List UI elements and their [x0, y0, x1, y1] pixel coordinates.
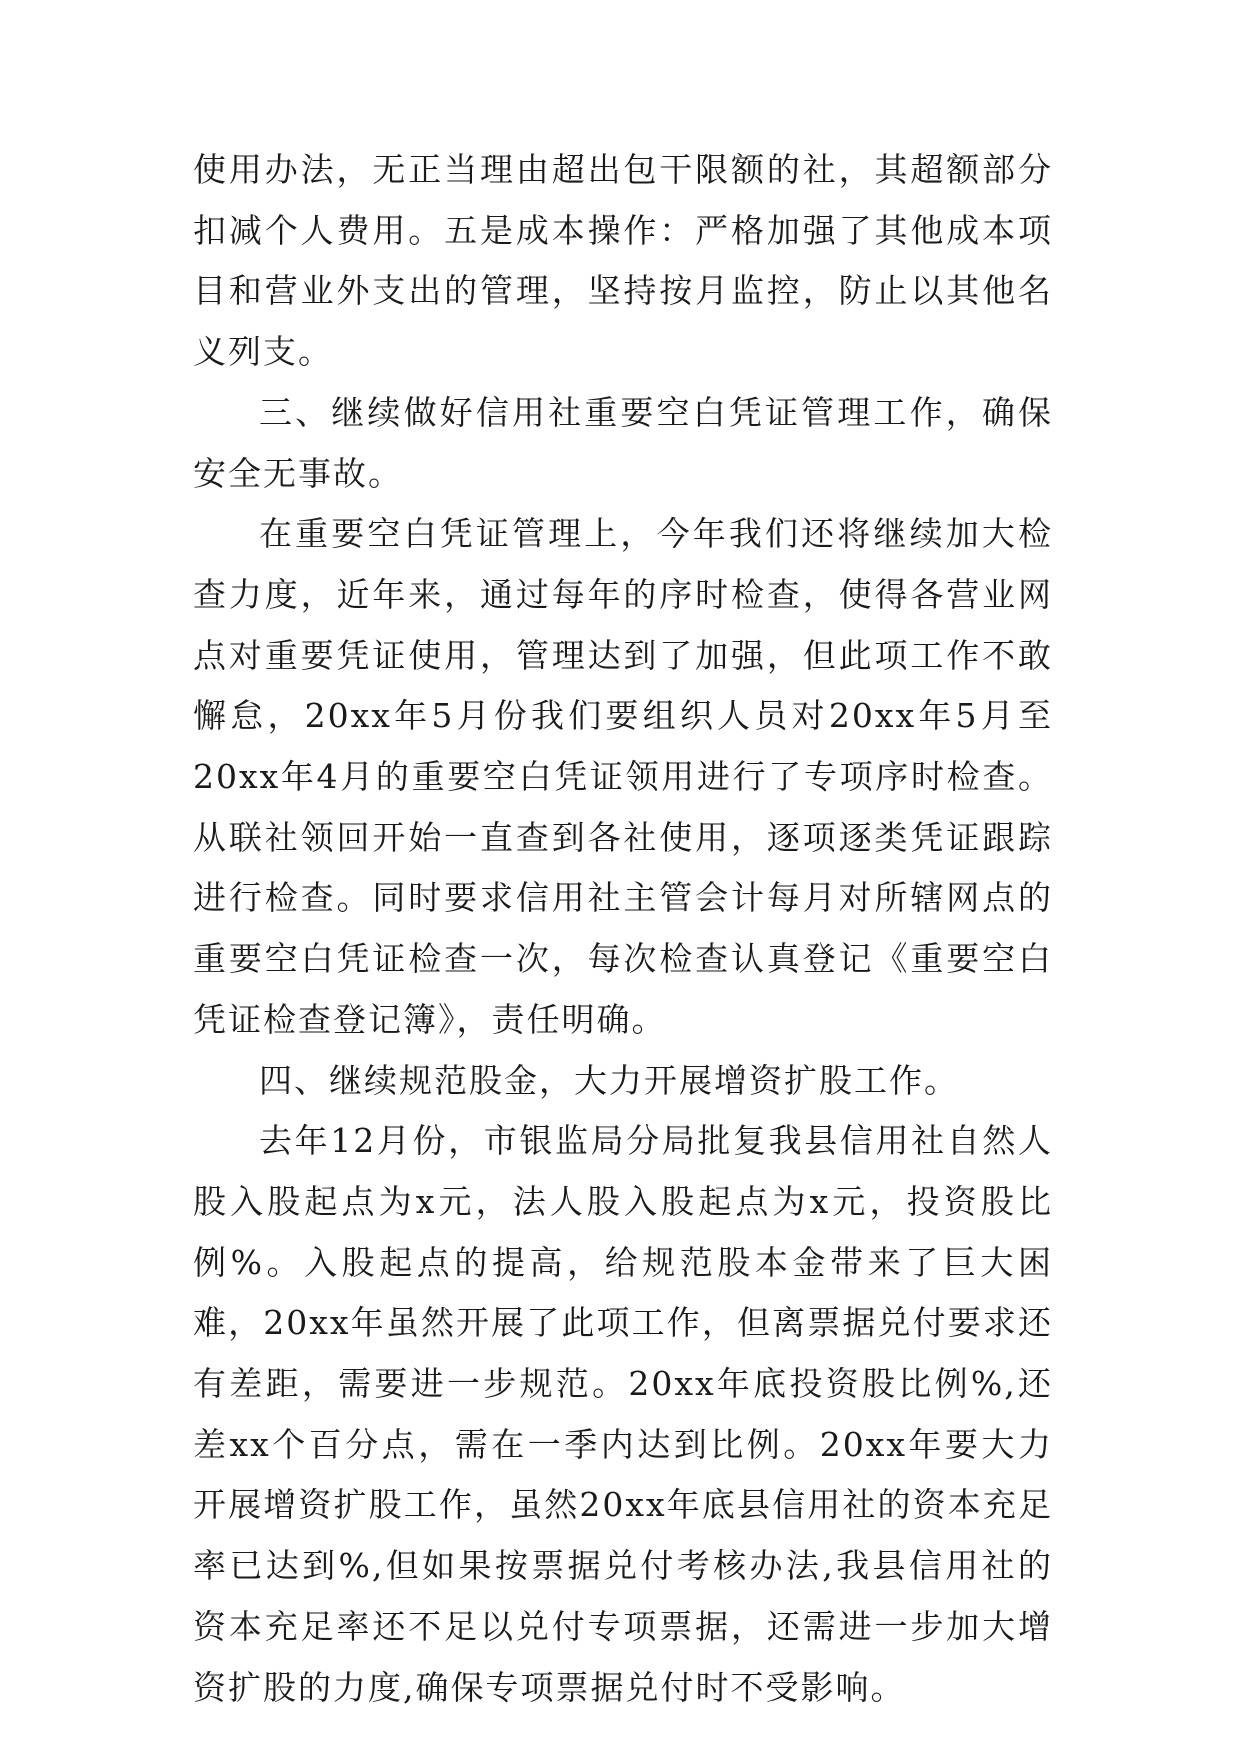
heading-section-4: 四、继续规范股金，大力开展增资扩股工作。	[259, 1060, 959, 1100]
heading-section-3: 三、继续做好信用社重要空白凭证管理工作，确保安全无事故。	[193, 392, 1053, 493]
document-body	[193, 140, 1053, 1718]
paragraph-cost-control: 使用办法，无正当理由超出包干限额的社，其超额部分扣减个人费用。五是成本操作：严格加强了其他成本项目和营业外支出的管理，坚持按月监控，防止以其他名义列支。	[193, 150, 1053, 372]
paragraph-voucher-management: 在重要空白凭证管理上，今年我们还将继续加大检查力度，近年来，通过每年的序时检查，使得各营业网点对重要凭证使用，管理达到了加强，但此项工作不敢懈怠，20xx年5月份我们要组织人员对20xx年5月至20xx年4月的重要空白凭证领用进行了专项序时检查。从联社领回开始一直查到各社使用，逐项逐类凭证跟踪进行检查。同时要求信用社主管会计每月对所辖网点的重要空白凭证检查一次，每次检查认真登记《重要空白凭证检查登记簿》，责任明确。	[193, 514, 1053, 1039]
paragraph-capital-increase: 去年12月份，市银监局分局批复我县信用社自然人股入股起点为x元，法人股入股起点为x元，投资股比例%。入股起点的提高，给规范股本金带来了巨大困难，20xx年虽然开展了此项工作，但离票据兑付要求还有差距，需要进一步规范。20xx年底投资股比例%,还差xx个百分点，需在一季内达到比例。20xx年要大力开展增资扩股工作，虽然20xx年底县信用社的资本充足率已达到%,但如果按票据兑付考核办法,我县信用社的资本充足率还不足以兑付专项票据，还需进一步加大增资扩股的力度,确保专项票据兑付时不受影响。	[193, 1121, 1053, 1707]
